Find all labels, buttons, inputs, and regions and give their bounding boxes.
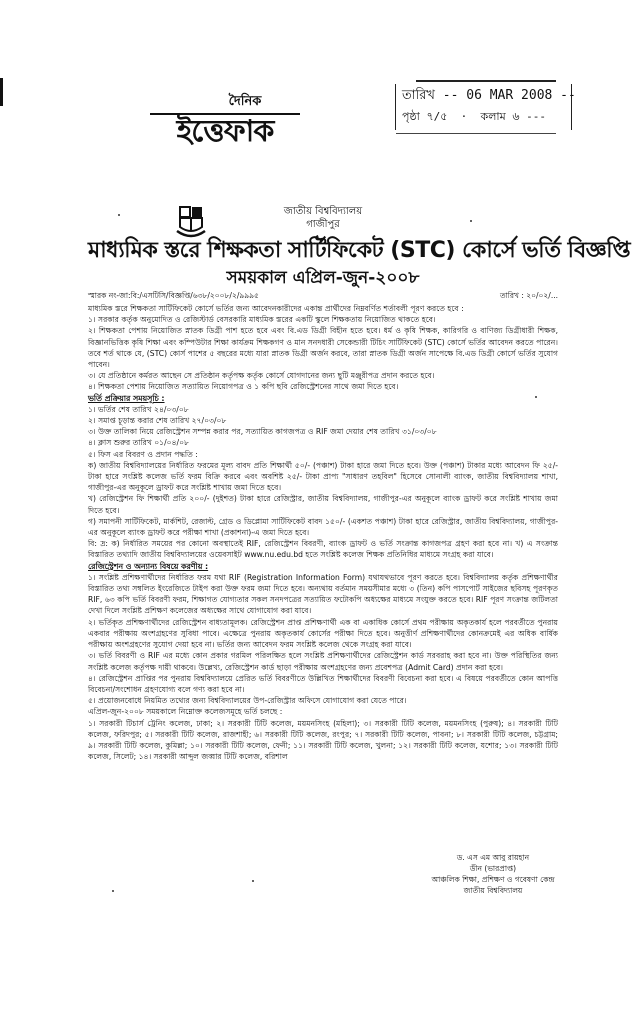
- stamp-date-value: 06 MAR 2008: [466, 88, 553, 103]
- registration-item: ৫। প্রয়োজনবোধে নিয়মিত তথ্যের জন্য বিশ্ববিদ্যালয়ের উপ-রেজিস্ট্রার অফিসে যোগাযোগ করা যেতে পারে।: [88, 696, 407, 706]
- scan-speck: [118, 214, 120, 216]
- condition-item: ২। শিক্ষকতা পেশায় নিয়োজিত স্নাতক ডিগ্রী পাশ হতে হবে এবং বি.এড ডিগ্রী বিহীন হতে হবে। ধর্ম ও কৃষি শিক্ষক, কারিগরি ও বাণিজ্য ডিগ্রীধারী শিক্ষক, বিজ্ঞানভিত্তিক কৃষি শিক্ষা এবং কম্পিউটার শিক্ষা কার্যক্রম শিক্ষকগণ ও মান সনদধারী সেকেন্ডারী টিচিং সার্টিফিকেট (STC) কোর্সে ভর্তির আবেদন করতে পারেন। তবে শর্ত থাকে যে, (STC) কোর্স পাশের ৫ বছরের মধ্যে যারা স্নাতক ডিগ্রী অর্জন করবে, তারা স্নাতক ডিগ্রী অর্জন সাপেক্ষে বি.এড ডিগ্রী কোর্সে ভর্তির সুযোগ পাবেন।: [88, 326, 558, 370]
- stamp-top-rule: [416, 80, 556, 82]
- notice-body: [88, 303, 558, 762]
- stamp-page-label: পৃষ্ঠা: [402, 110, 420, 123]
- scan-speck: [252, 880, 254, 882]
- fee-item: ক) জাতীয় বিশ্ববিদ্যালয়ের নির্ধারিত ফরমের মূল্য বাবদ প্রতি শিক্ষার্থী ৫০/- (পঞ্চাশ) টাকা হারে জমা দিতে হবে। উক্ত (পঞ্চাশ) টাকার মধ্যে আবেদন ফি ২৫/- টাকা হারে সংশ্লিষ্ট কলেজ ভর্তি ফরম বিক্রি করবে এবং অবশিষ্ট ২৫/- টাকা প্রাপ্য "সাধারণ তহবিল" হিসেবে সোনালী ব্যাংক, জাতীয় বিশ্ববিদ্যালয় শাখা, গাজীপুর-এর অনুকূলে ড্রাফট করে সংশ্লিষ্ট শাখায় জমা দিতে হবে।: [88, 460, 558, 493]
- schedule-item: ১। ভর্তির শেষ তারিখ ২৪/০৩/০৮: [88, 404, 189, 414]
- masthead-daily-label: দৈনিক: [228, 94, 262, 109]
- stamp-page-value: ৭/৫: [426, 110, 448, 123]
- scan-edge-mark: [0, 78, 3, 106]
- stamp-column-value: ৬: [512, 110, 520, 123]
- scan-speck: [470, 220, 472, 222]
- schedule-item: ৫। ফিস এর বিবরণ ও প্রদান পদ্ধতি :: [88, 449, 198, 459]
- stamp-date-row: তারিখ -- 06 MAR 2008 --: [402, 88, 576, 103]
- signatory-designation: ডীন (ভারপ্রাপ্ত): [469, 864, 517, 873]
- schedule-item: ৪। ক্লাস শুরুর তারিখ ০১/০৪/০৮: [88, 438, 189, 448]
- colleges-list: ১। সরকারী টিচার্স ট্রেনিং কলেজ, ঢাকা; ২। সরকারী টিটি কলেজ, ময়মনসিংহ (মহিলা); ৩। সরকারী টিটি কলেজ, ময়মনসিংহ (পুরুষ); ৪। সরকারী টিটি কলেজ, ফরিদপুর; ৫। সরকারী টিটি কলেজ, রাজশাহী; ৬। সরকারী টিটি কলেজ, রংপুর; ৭। সরকারী টিটি কলেজ, পাবনা; ৮। সরকারী টিটি কলেজ, চট্টগ্রাম; ৯। সরকারী টিটি কলেজ, কুমিল্লা; ১০। সরকারী টিটি কলেজ, ফেনী; ১১। সরকারী টিটি কলেজ, খুলনা; ১২। সরকারী টিটি কলেজ, যশোর; ১৩। সরকারী টিটি কলেজ, সিলেট; ১৪। সরকারী আব্দুল জব্বার টিটি কলেজ, বরিশাল: [88, 718, 558, 762]
- stamp-bottom-rule: [396, 133, 556, 134]
- fee-item: খ) রেজিস্ট্রেশন ফি শিক্ষার্থী প্রতি ২০০/- (দুইশত) টাকা হারে রেজিস্ট্রার, জাতীয় বিশ্ববিদ্যালয়, গাজীপুর-এর অনুকূলে ব্যাংক ড্রাফট করে সংশ্লিষ্ট শাখায় জমা দিতে হবে।: [88, 494, 558, 515]
- reference-line: [88, 291, 558, 303]
- signature-block: [418, 852, 568, 896]
- stamp-column-label: কলাম: [480, 110, 506, 123]
- condition-item: ৪। শিক্ষকতা পেশায় নিয়োজিত সত্যায়িত নিয়োগপত্র ও ১ কপি ছবি রেজিস্ট্রেশনের সাথে জমা দিতে হবে।: [88, 382, 399, 392]
- condition-item: ৩। যে প্রতিষ্ঠানে কর্মরত আছেন সে প্রতিষ্ঠান কর্তৃপক্ষ কর্তৃক কোর্সে যোগদানের জন্য ছুটি মঞ্জুরীপত্র প্রদান করতে হবে।: [88, 371, 435, 381]
- scan-speck: [112, 890, 114, 892]
- registration-item: ২। ভর্তিকৃত প্রশিক্ষণার্থীদের রেজিস্ট্রেশন বাধ্যতামূলক। রেজিস্ট্রেশন প্রাপ্ত প্রশিক্ষণার্থী এক বা একাধিক কোর্সে প্রথম পরীক্ষায় অকৃতকার্য হলে পরবর্তীতে পুনরায় একবার পরীক্ষায় অংশগ্রহণের সুবিধা পাবে। এক্ষেত্রে পুনরায় অকৃতকার্য কোর্সের পরীক্ষা দিতে হবে। অনুত্তীর্ণ প্রশিক্ষণার্থীদের কোনক্রমেই এর অধিক বার্ষিক পরীক্ষায় অংশগ্রহণের সুযোগ দেয়া হবে না। ভর্তির জন্য আবেদন ফরম সংশ্লিষ্ট কলেজ থেকে সংগ্রহ করা যাবে।: [88, 617, 558, 650]
- clipping-date-stamp: [395, 84, 576, 130]
- fee-item: গ) সমাপনী সার্টিফিকেট, মার্কশিট, রেজাল্ট, গ্রেড ও ডিপ্লোমা সার্টিফিকেট বাবদ ১৫০/- (একশত পঞ্চাশ) টাকা হারে রেজিস্ট্রার, জাতীয় বিশ্ববিদ্যালয়, গাজীপুর-এর অনুকূলে ব্যাংক ড্রাফট করে পরীক্ষা শাখা (প্রকাশনা)-এ জমা দিতে হবে।: [88, 516, 558, 538]
- schedule-item: ৩। উক্ত তালিকা নিয়ে রেজিস্ট্রেশন সম্পন্ন করার পর, সত্যায়িত কাগজপত্র ও RIF জমা দেয়ার শেষ তারিখ ৩১/০৩/০৮: [88, 427, 437, 437]
- registration-heading: রেজিস্ট্রেশন ও অন্যান্য বিষয়ে করণীয় :: [88, 561, 209, 571]
- signatory-office: আঞ্চলিক শিক্ষা, প্রশিক্ষণ ও গবেষণা কেন্দ্র: [431, 875, 555, 884]
- intro-paragraph: মাধ্যমিক স্তরে শিক্ষকতা সার্টিফিকেট কোর্সে ভর্তির জন্য আবেদনকারীদের একান্ত প্রার্থীদের নিম্নবর্ণিত শর্তাবলী পূরণ করতে হবে :: [88, 304, 464, 313]
- masthead-newspaper-name: ইত্তেফাক: [150, 113, 300, 149]
- signatory-name: ড. এস এম আবু রায়হান: [456, 853, 530, 862]
- university-logo-icon: [176, 205, 206, 239]
- university-name: জাতীয় বিশ্ববিদ্যালয়: [283, 206, 363, 217]
- stamp-page-row: পৃষ্ঠা ৭/৫ · কলাম ৬ ---: [402, 110, 546, 123]
- notice-date: তারিখ : ২০/০২/...: [499, 291, 558, 300]
- registration-item: ১। সংশ্লিষ্ট প্রশিক্ষণার্থীদের নির্ধারিত ফরম যথা RIF (Registration Information Form) যথাযথভাবে পূরণ করতে হবে। বিশ্ববিদ্যালয় কর্তৃক প্রশিক্ষণার্থীর বিস্তারিত তথ্য সম্বলিত ইংরেজিতে টাইপ করা উক্ত ফরম জমা দিতে হবে। অন্যথায় বর্তমান সময়সীমার মধ্যে ৩ (তিন) কপি পাসপোর্ট সাইজের ছবিসহ পূরণকৃত RIF, ৬৩ কপি ভর্তি বিবরণী ফরম, শিক্ষাগত যোগ্যতার সকল সনদপত্রের সত্যায়িত ফটোকপি অধ্যক্ষের মাধ্যমে সংযুক্ত করতে হবে। RIF পূরণ সংক্রান্ত জটিলতা দেখা দিলে সংশ্লিষ্ট প্রশিক্ষণ কলেজের অধ্যক্ষের সাথে যোগাযোগ করা যাবে।: [88, 572, 558, 616]
- signatory-institution: জাতীয় বিশ্ববিদ্যালয়: [463, 886, 523, 895]
- condition-item: ১। সরকার কর্তৃক অনুমোদিত ও রেজিস্টার্ড বেসরকারি মাধ্যমিক স্তরের একটি স্কুলে শিক্ষকতায় নিয়োজিত থাকতে হবে।: [88, 315, 436, 325]
- registration-item: ৪। রেজিস্ট্রেশন প্রাপ্তির পর পুনরায় বিশ্ববিদ্যালয়ে প্রেরিত ভর্তি বিবরণীতে উল্লিখিত শিক্ষার্থীদের বিবরণী বিবেচনা করা হবে। এ বিষয়ে পরবর্তীতে কোন আপত্তি বিবেচনা/সংশোধন গ্রহণযোগ্য বলে গণ্য করা হবে না।: [88, 673, 558, 694]
- memo-number: স্মারক নং-জা:বি:/এসটিসি/বিজ্ঞপ্তি/৬৩৮/২০০৮/২/৯৯৯৫: [88, 291, 259, 300]
- notice-title: মাধ্যমিক স্তরে শিক্ষকতা সার্টিফিকেট (STC) কোর্সে ভর্তি বিজ্ঞপ্তি: [88, 238, 631, 263]
- schedule-heading: ভর্তি প্রক্রিয়ার সময়সূচি :: [88, 393, 165, 403]
- registration-item: ৩। ভর্তি বিবরণী ও RIF এর মধ্যে কোন প্রকার গরমিল পরিলক্ষিত হলে সংশ্লিষ্ট প্রশিক্ষণার্থীদের রেজিস্ট্রেশন কার্ড সরবরাহ করা হবে না। উক্ত পরিস্থিতির জন্য সংশ্লিষ্ট কলেজ কর্তৃপক্ষ দায়ী থাকবে। উল্লেখ্য, রেজিস্ট্রেশন কার্ড ছাড়া পরীক্ষায় অংশগ্রহণের জন্য প্রবেশপত্র (Admit Card) প্রদান করা হবে।: [88, 651, 559, 672]
- admission-notice: [88, 205, 631, 762]
- stamp-date-label: তারিখ: [402, 88, 435, 103]
- notice-subtitle: সময়কাল এপ্রিল-জুন-২০০৮: [226, 268, 420, 288]
- schedule-item: ২। সমাপ্ত চূড়ান্ত করার শেষ তারিখ ২৭/০৩/০৮: [88, 416, 227, 426]
- university-location: গাজীপুর: [306, 219, 340, 230]
- scan-speck: [535, 396, 537, 398]
- colleges-intro: এপ্রিল-জুন-২০০৮ সময়কালে নিম্নোক্ত কলেজসমূহে ভর্তি চলছে :: [88, 707, 283, 717]
- newspaper-masthead: [150, 92, 300, 149]
- fee-note: বি: দ্র: ক) নির্ধারিত সময়ের পর কোনো অবস্থাতেই RIF, রেজিস্ট্রেশন বিবরণী, ব্যাংক ড্রাফট ও ভর্তি সংক্রান্ত কাগজপত্র গ্রহণ করা হবে না। খ) এ সংক্রান্ত বিস্তারিত তথ্যাদি জাতীয় বিশ্ববিদ্যালয়ের ওয়েবসাইট www.nu.edu.bd হতে সংশ্লিষ্ট কলেজ শিক্ষক প্রতিনিধির মাধ্যমে সংগ্রহ করা যাবে।: [88, 539, 558, 560]
